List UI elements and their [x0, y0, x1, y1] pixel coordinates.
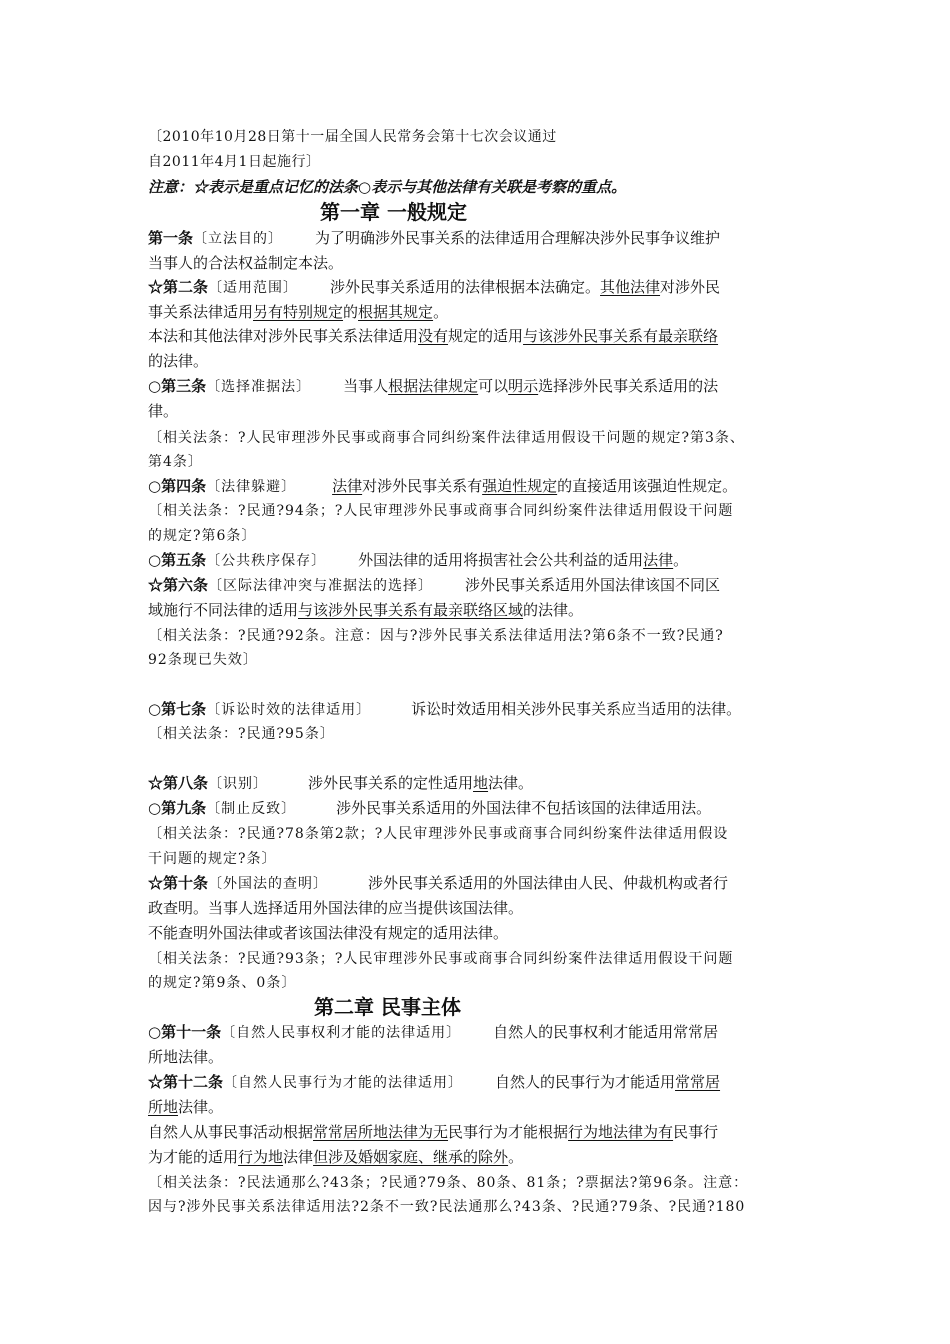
article-7	[148, 699, 741, 720]
article-1-text: 为了明确涉外民事关系的法律适用合理解决涉外民事争议维护	[315, 229, 721, 247]
article-2-number: ☆第二条	[148, 278, 209, 296]
article-3-text-cont: 律。	[148, 402, 179, 420]
article-3-text: 选择涉外民事关系适用的法	[538, 377, 719, 395]
article-2-text: 规定的适用	[448, 327, 524, 345]
article-3	[148, 376, 718, 397]
article-1-number: 第一条	[148, 229, 194, 247]
legend-notice: 注意：☆表示是重点记忆的法条○表示与其他法律有关联是考察的重点。	[148, 178, 627, 196]
article-12-related: 〔相关法条：?民法通那么?43条；?民通?79条、80条、81条；?票据法?第96条。注意：	[148, 1175, 749, 1191]
article-11	[148, 1022, 718, 1043]
article-10-heading: 〔外国法的查明〕	[208, 876, 329, 892]
article-6-related: 〔相关法条：?民通?92条。注意：因与?涉外民事关系法律适用法?第6条不一致?民通?	[148, 628, 724, 644]
article-4-related: 〔相关法条：?民通?94条；?人民审理涉外民事或商事合同纠纷案件法律适用假设干问题	[148, 503, 734, 519]
article-3-related: 〔相关法条：?人民审理涉外民事或商事合同纠纷案件法律适用假设干问题的规定?第3条、	[148, 430, 745, 446]
underlined-term: 但涉及婚姻家庭、继承的除外	[313, 1148, 509, 1166]
article-8-text: 涉外民事关系的定性适用	[308, 774, 474, 792]
underlined-term: 根据其规定	[358, 303, 434, 321]
underlined-term: 所地	[148, 1098, 179, 1116]
underlined-term: 行为地法律为有	[568, 1123, 674, 1141]
article-3-text: 可以	[478, 377, 509, 395]
chapter-1-title: 第一章 一般规定	[320, 200, 467, 224]
article-4-text: 的直接适用该强迫性规定。	[557, 477, 738, 495]
article-10-related-cont: 的规定?第9条、0条〕	[148, 975, 297, 991]
article-6	[148, 575, 720, 596]
article-3-related-cont: 第4条〕	[148, 454, 203, 470]
article-11-text-cont: 所地法律。	[148, 1048, 224, 1066]
article-6-number: ☆第六条	[148, 576, 209, 594]
article-5	[148, 550, 688, 571]
article-1	[148, 228, 720, 249]
article-9-related: 〔相关法条：?民通?78条第2款；?人民审理涉外民事或商事合同纠纷案件法律适用假设	[148, 826, 729, 842]
article-11-heading: 〔自然人民事权利才能的法律适用〕	[221, 1025, 462, 1041]
article-1-heading: 〔立法目的〕	[193, 231, 284, 247]
article-9-text: 涉外民事关系适用的外国法律不包括该国的法律适用法。	[336, 799, 712, 817]
article-12-paragraph-2	[148, 1122, 718, 1142]
effective-date-note: 自2011年4月1日起施行〕	[148, 154, 321, 170]
article-12-paragraph-2-cont	[148, 1147, 523, 1167]
article-7-number: ○第七条	[148, 700, 207, 718]
article-3-number: ○第三条	[148, 377, 207, 395]
underlined-term: 常常居所地法律为无	[313, 1123, 449, 1141]
article-6-heading: 〔区际法律冲突与准据法的选择〕	[208, 578, 434, 594]
article-12-text: 。	[508, 1148, 524, 1166]
underlined-term: 地	[473, 774, 489, 792]
article-12-text: 为才能的适用	[148, 1148, 239, 1166]
article-2-text: 涉外民事关系适用的法律根据本法确定。	[330, 278, 601, 296]
article-4-related-cont: 的规定?第6条〕	[148, 528, 257, 544]
article-2-paragraph-2	[148, 326, 718, 346]
article-12	[148, 1072, 720, 1093]
article-2-text: 对涉外民	[660, 278, 721, 296]
article-3-text: 当事人	[343, 377, 389, 395]
underlined-term: 其他法律	[600, 278, 661, 296]
article-5-number: ○第五条	[148, 551, 207, 569]
article-10-text: 涉外民事关系适用的外国法律由人民、仲裁机构或者行	[368, 874, 729, 892]
article-9-related-cont: 干问题的规定?条〕	[148, 851, 277, 867]
article-2-text: 。	[433, 303, 449, 321]
article-9-number: ○第九条	[148, 799, 207, 817]
article-7-related: 〔相关法条：?民通?95条〕	[148, 726, 335, 742]
article-4-heading: 〔法律躲避〕	[206, 479, 297, 495]
article-8-text: 法律。	[488, 774, 534, 792]
article-12-number: ☆第十二条	[148, 1073, 224, 1091]
article-12-line-2	[148, 1097, 223, 1117]
underlined-term: 没有	[418, 327, 449, 345]
article-10-text-cont: 政查明。当事人选择适用外国法律的应当提供该国法律。	[148, 899, 524, 917]
underlined-term: 与该涉外民事关系有最亲联络	[523, 327, 719, 345]
chapter-2-title: 第二章 民事主体	[314, 995, 461, 1019]
article-4-text: 对涉外民事关系有	[362, 477, 483, 495]
article-12-related-cont: 因与?涉外民事关系法律适用法?2条不一致?民法通那么?43条、?民通?79条、?民通?180	[148, 1199, 746, 1215]
article-12-text: 法律	[283, 1148, 314, 1166]
underlined-term: 明示	[508, 377, 539, 395]
article-12-text: 自然人的民事行为才能适用	[495, 1073, 676, 1091]
article-12-text: 法律。	[178, 1098, 224, 1116]
article-6-text: 的法律。	[523, 601, 584, 619]
article-7-heading: 〔诉讼时效的法律适用〕	[206, 702, 372, 718]
article-5-text: 外国法律的适用将损害社会公共利益的适用	[358, 551, 644, 569]
article-4-number: ○第四条	[148, 477, 207, 495]
underlined-term: 与该涉外民事关系有最亲联络区域	[298, 601, 524, 619]
adoption-note: 〔2010年10月28日第十一届全国人民常务会第十七次会议通过	[148, 129, 557, 145]
article-12-text: 自然人从事民事活动根据	[148, 1123, 314, 1141]
article-11-text: 自然人的民事权利才能适用常常居	[493, 1023, 719, 1041]
article-12-heading: 〔自然人民事行为才能的法律适用〕	[223, 1075, 464, 1091]
article-10-number: ☆第十条	[148, 874, 209, 892]
underlined-term: 根据法律规定	[388, 377, 479, 395]
article-2-text: 本法和其他法律对涉外民事关系法律适用	[148, 327, 419, 345]
article-12-text: 民事行为才能根据	[448, 1123, 569, 1141]
article-10-paragraph-2: 不能查明外国法律或者该国法律没有规定的适用法律。	[148, 924, 509, 942]
article-2-line-2	[148, 302, 448, 322]
underlined-term: 强迫性规定	[482, 477, 558, 495]
article-12-text: 民事行	[673, 1123, 719, 1141]
article-6-text: 涉外民事关系适用外国法律该国不同区	[465, 576, 721, 594]
article-2-text: 的	[343, 303, 359, 321]
article-6-line-2	[148, 600, 583, 620]
article-10	[148, 873, 728, 894]
article-1-text-cont: 当事人的合法权益制定本法。	[148, 254, 344, 272]
article-2-heading: 〔适用范围〕	[208, 280, 299, 296]
article-8-number: ☆第八条	[148, 774, 209, 792]
underlined-term: 另有特别规定	[253, 303, 344, 321]
underlined-term: 法律	[332, 477, 363, 495]
article-2-text-cont: 的法律。	[148, 352, 209, 370]
article-6-text: 域施行不同法律的适用	[148, 601, 299, 619]
article-5-text: 。	[673, 551, 689, 569]
article-5-heading: 〔公共秩序保存〕	[206, 553, 327, 569]
article-4	[148, 476, 737, 497]
article-6-related-cont: 92条现已失效〕	[148, 652, 258, 668]
article-8-heading: 〔识别〕	[208, 776, 269, 792]
article-11-number: ○第十一条	[148, 1023, 222, 1041]
article-10-related: 〔相关法条：?民通?93条；?人民审理涉外民事或商事合同纠纷案件法律适用假设干问题	[148, 951, 734, 967]
underlined-term: 法律	[643, 551, 674, 569]
article-7-text: 诉讼时效适用相关涉外民事关系应当适用的法律。	[411, 700, 742, 718]
article-9-heading: 〔制止反致〕	[206, 801, 297, 817]
article-9	[148, 798, 711, 819]
article-2	[148, 277, 720, 298]
article-3-heading: 〔选择准据法〕	[206, 379, 312, 395]
underlined-term: 常常居	[675, 1073, 721, 1091]
article-8	[148, 773, 533, 794]
underlined-term: 行为地	[238, 1148, 284, 1166]
article-2-text: 事关系法律适用	[148, 303, 254, 321]
